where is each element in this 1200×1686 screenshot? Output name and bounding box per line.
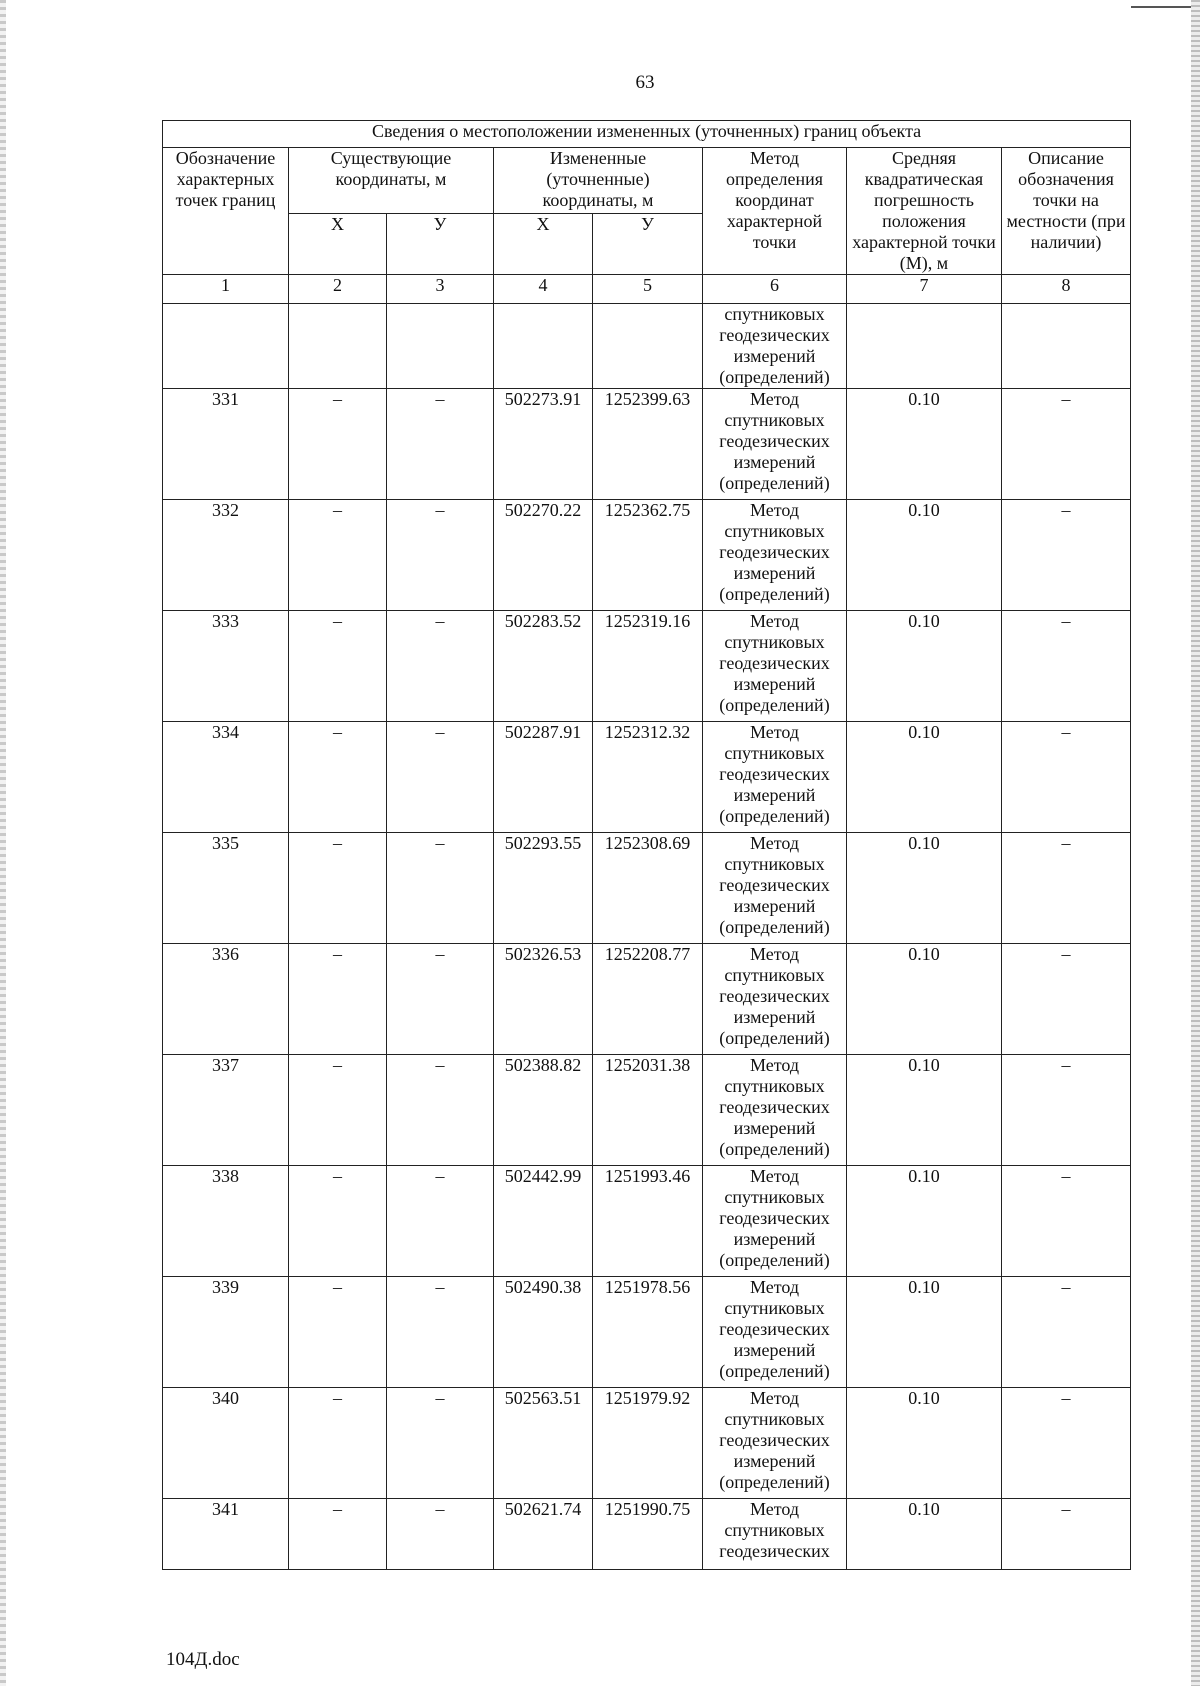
point-description: – <box>1002 389 1131 500</box>
mean-error: 0.10 <box>847 944 1002 1055</box>
method: Метод спутниковых геодезических измерений (определений) <box>703 833 847 944</box>
table-row <box>163 1499 1131 1570</box>
point-number: 331 <box>163 389 289 500</box>
header-existing: Существующие координаты, м <box>289 148 494 214</box>
changed-y: 1251993.46 <box>593 1166 703 1277</box>
existing-y: – <box>387 1166 494 1277</box>
existing-y: – <box>387 500 494 611</box>
empty-cell <box>593 304 703 389</box>
header-existing-y: У <box>387 214 494 275</box>
mean-error: 0.10 <box>847 1499 1002 1570</box>
changed-y: 1251990.75 <box>593 1499 703 1570</box>
changed-y: 1252031.38 <box>593 1055 703 1166</box>
existing-y: – <box>387 389 494 500</box>
mean-error: 0.10 <box>847 1388 1002 1499</box>
empty-cell <box>387 304 494 389</box>
existing-y: – <box>387 1499 494 1570</box>
scan-edge-top <box>1131 6 1191 8</box>
column-number: 8 <box>1002 275 1131 304</box>
header-error: Средняя квадратическая погрешность положения характерной точки (М), м <box>847 148 1002 275</box>
table-row <box>163 389 1131 500</box>
point-number: 337 <box>163 1055 289 1166</box>
header-changed: Измененные (уточненные) координаты, м <box>494 148 703 214</box>
page-number: 63 <box>635 72 655 93</box>
table-row <box>163 611 1131 722</box>
existing-x: – <box>289 500 387 611</box>
point-number: 340 <box>163 1388 289 1499</box>
method: Метод спутниковых геодезических измерений (определений) <box>703 611 847 722</box>
point-description: – <box>1002 1499 1131 1570</box>
continuation-row <box>163 304 1131 389</box>
table-row <box>163 722 1131 833</box>
method: Метод спутниковых геодезических измерений (определений) <box>703 944 847 1055</box>
header-description: Описание обозначения точки на местности (при наличии) <box>1002 148 1131 275</box>
table-row <box>163 1055 1131 1166</box>
document-filename: 104Д.doc <box>166 1649 240 1670</box>
changed-y: 1252312.32 <box>593 722 703 833</box>
point-number: 339 <box>163 1277 289 1388</box>
method: Метод спутниковых геодезических измерений (определений) <box>703 1388 847 1499</box>
changed-y: 1252399.63 <box>593 389 703 500</box>
changed-x: 502442.99 <box>494 1166 593 1277</box>
changed-y: 1252362.75 <box>593 500 703 611</box>
point-description: – <box>1002 1055 1131 1166</box>
point-number: 332 <box>163 500 289 611</box>
column-number: 5 <box>593 275 703 304</box>
table-row <box>163 1166 1131 1277</box>
mean-error: 0.10 <box>847 722 1002 833</box>
scan-edge-left <box>0 0 6 1686</box>
empty-cell <box>1002 304 1131 389</box>
changed-y: 1252319.16 <box>593 611 703 722</box>
existing-x: – <box>289 1055 387 1166</box>
changed-x: 502621.74 <box>494 1499 593 1570</box>
header-method: Метод определения координат характерной точки <box>703 148 847 275</box>
mean-error: 0.10 <box>847 611 1002 722</box>
point-number: 335 <box>163 833 289 944</box>
mean-error: 0.10 <box>847 833 1002 944</box>
mean-error: 0.10 <box>847 1166 1002 1277</box>
point-number: 334 <box>163 722 289 833</box>
existing-x: – <box>289 1388 387 1499</box>
header-row <box>163 148 1131 214</box>
mean-error: 0.10 <box>847 1055 1002 1166</box>
changed-x: 502273.91 <box>494 389 593 500</box>
column-number: 1 <box>163 275 289 304</box>
column-number: 7 <box>847 275 1002 304</box>
existing-y: – <box>387 722 494 833</box>
point-description: – <box>1002 1166 1131 1277</box>
existing-x: – <box>289 944 387 1055</box>
header-existing-x: Х <box>289 214 387 275</box>
existing-y: – <box>387 944 494 1055</box>
mean-error: 0.10 <box>847 500 1002 611</box>
point-number: 333 <box>163 611 289 722</box>
method: Метод спутниковых геодезических измерений (определений) <box>703 1166 847 1277</box>
table-row <box>163 1277 1131 1388</box>
table-row <box>163 1388 1131 1499</box>
point-description: – <box>1002 1277 1131 1388</box>
header-changed-y: У <box>593 214 703 275</box>
existing-x: – <box>289 1499 387 1570</box>
method: Метод спутниковых геодезических измерений (определений) <box>703 722 847 833</box>
existing-x: – <box>289 722 387 833</box>
column-number: 2 <box>289 275 387 304</box>
empty-cell <box>289 304 387 389</box>
column-numbers-row <box>163 275 1131 304</box>
column-number: 4 <box>494 275 593 304</box>
method: Метод спутниковых геодезических измерений (определений) <box>703 1277 847 1388</box>
changed-x: 502293.55 <box>494 833 593 944</box>
changed-y: 1252308.69 <box>593 833 703 944</box>
changed-y: 1251979.92 <box>593 1388 703 1499</box>
existing-x: – <box>289 1166 387 1277</box>
existing-x: – <box>289 611 387 722</box>
changed-x: 502287.91 <box>494 722 593 833</box>
continued-method: спутниковых геодезических измерений (определений) <box>703 304 847 389</box>
mean-error: 0.10 <box>847 389 1002 500</box>
mean-error: 0.10 <box>847 1277 1002 1388</box>
method: Метод спутниковых геодезических измерений (определений) <box>703 389 847 500</box>
changed-x: 502326.53 <box>494 944 593 1055</box>
method: Метод спутниковых геодезических измерений (определений) <box>703 1055 847 1166</box>
table-row <box>163 500 1131 611</box>
point-description: – <box>1002 722 1131 833</box>
point-description: – <box>1002 611 1131 722</box>
changed-x: 502490.38 <box>494 1277 593 1388</box>
empty-cell <box>847 304 1002 389</box>
column-number: 6 <box>703 275 847 304</box>
empty-cell <box>494 304 593 389</box>
point-number: 341 <box>163 1499 289 1570</box>
scan-edge-right <box>1191 0 1200 1686</box>
existing-x: – <box>289 1277 387 1388</box>
existing-y: – <box>387 1277 494 1388</box>
changed-x: 502563.51 <box>494 1388 593 1499</box>
method: Метод спутниковых геодезических измерений (определений) <box>703 500 847 611</box>
column-number: 3 <box>387 275 494 304</box>
existing-y: – <box>387 1388 494 1499</box>
point-number: 336 <box>163 944 289 1055</box>
table-row <box>163 833 1131 944</box>
changed-y: 1251978.56 <box>593 1277 703 1388</box>
point-description: – <box>1002 500 1131 611</box>
existing-x: – <box>289 833 387 944</box>
table-title-row <box>163 121 1131 148</box>
existing-y: – <box>387 833 494 944</box>
point-description: – <box>1002 944 1131 1055</box>
changed-y: 1252208.77 <box>593 944 703 1055</box>
existing-y: – <box>387 611 494 722</box>
point-number: 338 <box>163 1166 289 1277</box>
changed-x: 502388.82 <box>494 1055 593 1166</box>
changed-x: 502283.52 <box>494 611 593 722</box>
existing-y: – <box>387 1055 494 1166</box>
point-description: – <box>1002 1388 1131 1499</box>
header-changed-x: Х <box>494 214 593 275</box>
header-point: Обозначение характерных точек границ <box>163 148 289 275</box>
coordinates-table <box>162 120 1131 1570</box>
existing-x: – <box>289 389 387 500</box>
table-row <box>163 944 1131 1055</box>
changed-x: 502270.22 <box>494 500 593 611</box>
table-title: Сведения о местоположении измененных (уточненных) границ объекта <box>163 121 1131 148</box>
empty-cell <box>163 304 289 389</box>
method: Метод спутниковых геодезических <box>703 1499 847 1570</box>
point-description: – <box>1002 833 1131 944</box>
